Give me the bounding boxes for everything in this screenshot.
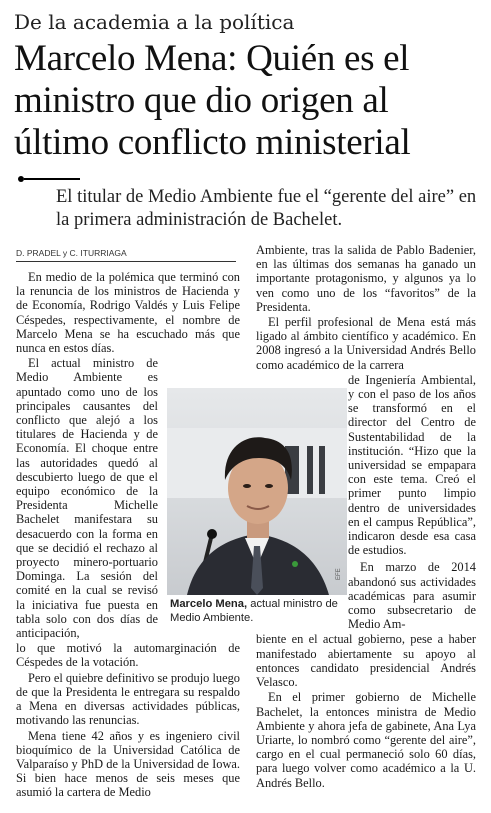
caption-text: actual ministro de Medio Ambiente.	[170, 598, 338, 624]
paragraph: El perfil profesional de Mena está más ligado al ámbito científico y académico. En 2008 ingresó a la Universidad Andrés Bello como académico de la carrera	[256, 315, 476, 372]
byline: D. PRADEL y C. ITURRIAGA	[16, 248, 236, 262]
rule-line	[24, 178, 80, 180]
caption-name: Marcelo Mena,	[170, 598, 248, 610]
paragraph: biente en el actual gobierno, pese a haber manifestado abiertamente su apoyo al entonces candidato presidencial Andrés Velasco.	[256, 632, 476, 690]
paragraph: lo que motivó la automarginación de Céspedes de la votación.	[16, 641, 240, 670]
headline: Marcelo Mena: Quién es el ministro que dio origen al último conflicto ministerial	[14, 38, 411, 163]
photo-credit: EFE	[336, 568, 342, 580]
paragraph: de Ingeniería Ambiental, y con el paso de los años se transformó en el director del Centro de Sustentabilidad de la institución. “Hizo que la universidad se empapara con este tema. Creó el primer punto limpio dentro de universidades en el campus República”, indicaron desde esa casa de estudios.	[348, 372, 476, 558]
portrait-photo	[167, 388, 347, 595]
paragraph: El actual ministro de Medio Ambiente es apuntado como uno de los principales causantes del conflicto que alejó a los titulares de Hacienda y de Economía. El choque entre las autoridades quedó al descubierto luego de que el equipo económico de la Presidenta Michelle Bachelet manifestara su desacuerdo con la forma en que se decidió el rechazo al proyecto minero-portuario Dominga. La sesión del comité en la cual se revisó la iniciativa fue puesta en tabla solo con dos días de anticipación,	[16, 356, 158, 641]
paragraph: Pero el quiebre definitivo se produjo luego de que la Presidenta le entregara su respaldo a Mena en diversas actividades públicas, motivando las renuncias.	[16, 670, 240, 728]
photo-caption	[170, 598, 350, 625]
deck: El titular de Medio Ambiente fue el “gerente del aire” en la primera administración de Bachelet.	[56, 187, 477, 230]
paragraph: Ambiente, tras la salida de Pablo Badenier, en las últimas dos semanas ha ganado un importante protagonismo, y algunos ya lo ven como uno de los “favoritos” de la Presidenta.	[256, 243, 476, 314]
paragraph: Mena tiene 42 años y es ingeniero civil bioquímico de la Universidad Católica de Valparaíso y PhD de la Universidad de Iowa. Si bien hace menos de seis meses que asumió la cartera de Medio	[16, 728, 240, 800]
portrait-illustration	[167, 388, 347, 595]
paragraph: En el primer gobierno de Michelle Bachelet, la entonces ministra de Medio Ambiente y ahora jefa de gabinete, Ana Lya Uriarte, lo nombró como “gerente del aire”, cargo en el cual permaneció solo 60 días, para luego volver como académico a la U. Andrés Bello.	[256, 690, 476, 790]
paragraph: En medio de la polémica que terminó con la renuncia de los ministros de Hacienda y de Economía, Rodrigo Valdés y Luis Felipe Céspedes, respectivamente, el nombre de Marcelo Mena se ha escuchado más que nunca en estos días.	[16, 270, 240, 356]
paragraph: En marzo de 2014 abandonó sus actividades académicas para asumir como subsecretario de Medio Am-	[348, 560, 476, 632]
kicker: De la academia a la política	[14, 10, 295, 34]
